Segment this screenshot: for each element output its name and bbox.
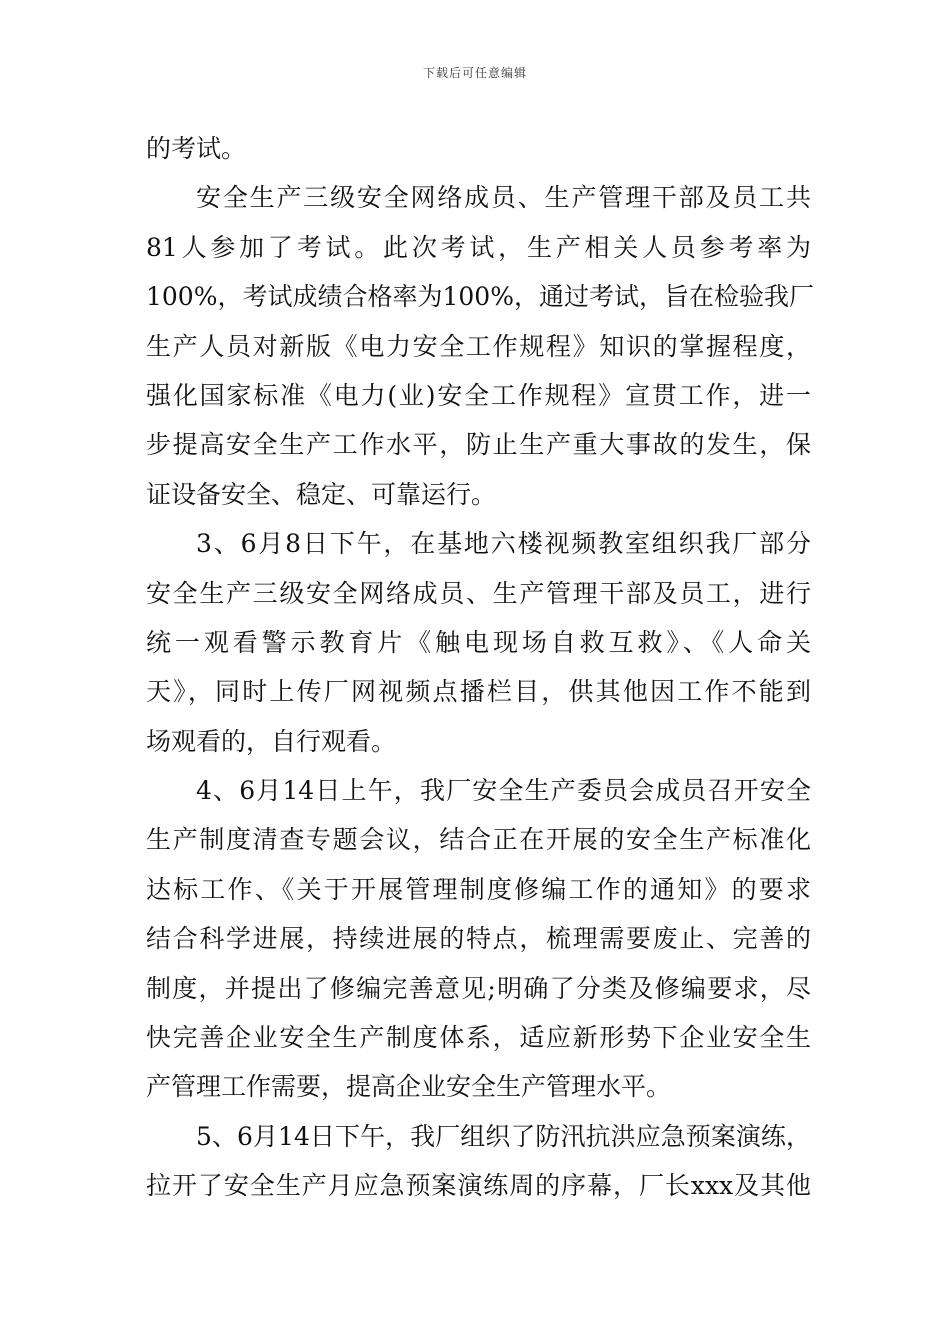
text-line: 证设备安全、稳定、可靠运行。 xyxy=(146,479,497,509)
text-line: 强化国家标准《电力(业)安全工作规程》宣贯工作，进一 xyxy=(146,380,811,410)
text-line: 安全生产三级安全网络成员、生产管理干部及员工，进行 xyxy=(146,578,811,608)
text-line: 81人参加了考试。此次考试，生产相关人员参考率为 xyxy=(146,232,811,262)
text-line: 天》，同时上传厂网视频点播栏目，供其他因工作不能到 xyxy=(146,677,811,707)
text-line: 3、6月8日下午，在基地六楼视频教室组织我厂部分 xyxy=(196,529,811,559)
text-line: 结合科学进展，持续进展的特点，梳理需要废止、完善的 xyxy=(146,924,811,954)
text-line: 的考试。 xyxy=(146,134,247,163)
text-line: 统一观看警示教育片《触电现场自救互救》、《人命关 xyxy=(146,627,811,657)
text-line: 生产制度清查专题会议，结合正在开展的安全生产标准化 xyxy=(146,825,811,855)
text-line: 安全生产三级安全网络成员、生产管理干部及员工共 xyxy=(196,183,811,213)
text-line: 制度，并提出了修编完善意见;明确了分类及修编要求，尽 xyxy=(146,973,811,1003)
page-header: 下载后可任意编辑 xyxy=(422,66,527,80)
text-line: 100%，考试成绩合格率为100%，通过考试，旨在检验我厂 xyxy=(146,282,814,312)
text-line: 4、6月14日上午，我厂安全生产委员会成员召开安全 xyxy=(196,776,811,806)
text-line: 拉开了安全生产月应急预案演练周的序幕，厂长xxx及其他 xyxy=(146,1171,811,1201)
text-line: 5、6月14日下午，我厂组织了防汛抗洪应急预案演练， xyxy=(196,1121,811,1151)
text-line: 场观看的，自行观看。 xyxy=(146,726,397,756)
document-body xyxy=(146,124,814,1211)
text-line: 达标工作、《关于开展管理制度修编工作的通知》的要求 xyxy=(146,874,811,904)
text-line: 产管理工作需要，提高企业安全生产管理水平。 xyxy=(146,1072,672,1102)
text-line: 生产人员对新版《电力安全工作规程》知识的掌握程度， xyxy=(146,331,811,361)
text-line: 步提高安全生产工作水平，防止生产重大事故的发生，保 xyxy=(146,430,811,460)
text-line: 快完善企业安全生产制度体系，适应新形势下企业安全生 xyxy=(146,1023,811,1053)
